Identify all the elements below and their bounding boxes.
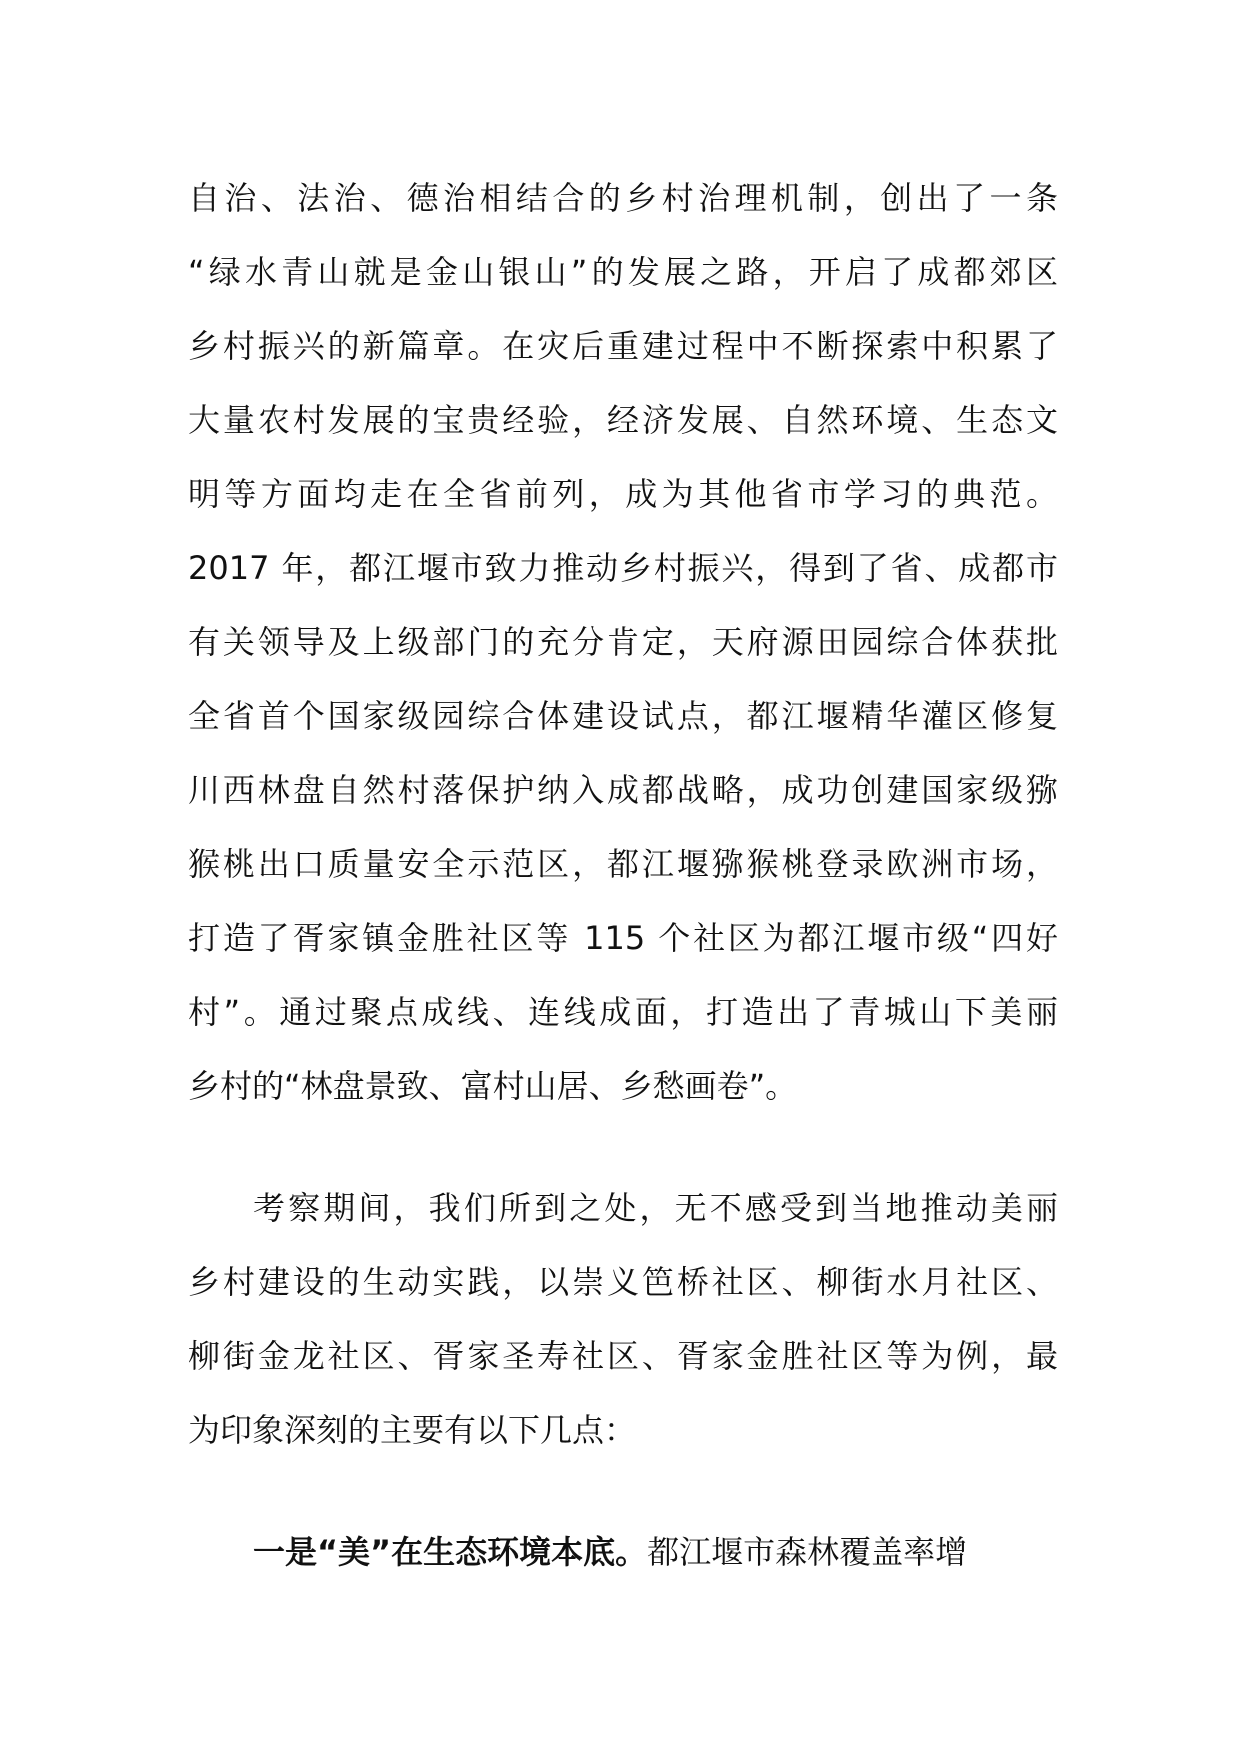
text-line: 自治、法治、德治相结合的乡村治理机制，创出了一条 — [188, 179, 1058, 217]
text-line: 乡村建设的生动实践，以崇义笆桥社区、柳街水月社区、 — [188, 1263, 1058, 1301]
text-line: 有关领导及上级部门的充分肯定，天府源田园综合体获批 — [188, 623, 1058, 661]
text-line: 村”。通过聚点成线、连线成面，打造出了青城山下美丽 — [188, 993, 1058, 1031]
text-line: 乡村振兴的新篇章。在灾后重建过程中不断探索中积累了 — [188, 327, 1058, 365]
text-line: 为印象深刻的主要有以下几点： — [188, 1411, 637, 1449]
text-line: 明等方面均走在全省前列，成为其他省市学习的典范。 — [188, 475, 1058, 513]
text-line: 大量农村发展的宝贵经验，经济发展、自然环境、生态文 — [188, 401, 1058, 439]
text-line: 柳街金龙社区、胥家圣寿社区、胥家金胜社区等为例，最 — [188, 1337, 1058, 1375]
paragraph-3 — [188, 1522, 1058, 1596]
text-line: 打造了胥家镇金胜社区等 115 个社区为都江堰市级“四好 — [188, 919, 1058, 957]
body-text — [188, 168, 1058, 1596]
text-line: “绿水青山就是金山银山”的发展之路，开启了成都郊区 — [188, 253, 1058, 291]
text-line: 乡村的“林盘景致、富村山居、乡愁画卷”。 — [188, 1067, 798, 1105]
paragraph-1 — [188, 168, 1058, 1130]
text-line: 猴桃出口质量安全示范区，都江堰猕猴桃登录欧洲市场， — [188, 845, 1058, 883]
text-line: 川西林盘自然村落保护纳入成都战略，成功创建国家级猕 — [188, 771, 1058, 809]
text-line — [188, 1522, 1058, 1596]
bold-lead-text: 一是“美”在生态环境本底。 — [253, 1533, 648, 1571]
text-line: 考察期间，我们所到之处，无不感受到当地推动美丽 — [253, 1189, 1058, 1227]
text-line: 全省首个国家级园综合体建设试点，都江堰精华灌区修复 — [188, 697, 1058, 735]
paragraph-spacer — [188, 1130, 1058, 1178]
text-line: 2017 年，都江堰市致力推动乡村振兴，得到了省、成都市 — [188, 549, 1058, 587]
paragraph-2 — [188, 1178, 1058, 1474]
paragraph-spacer — [188, 1474, 1058, 1522]
paragraph-text: 都江堰市森林覆盖率增 — [647, 1533, 968, 1571]
